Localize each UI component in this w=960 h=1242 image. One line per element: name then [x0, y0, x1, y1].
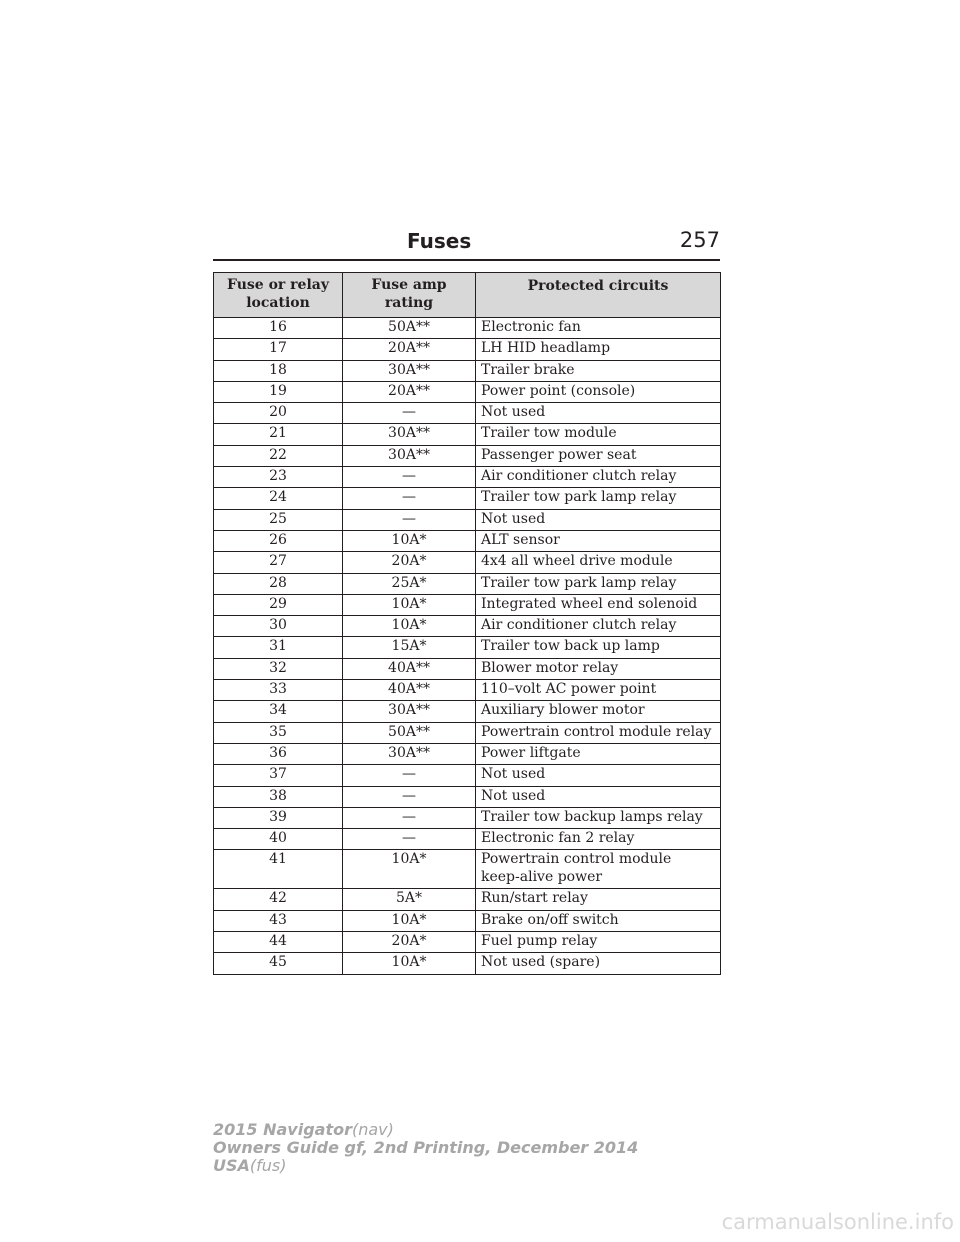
table-row	[214, 360, 721, 381]
header-protected-circuits: Protected circuits	[476, 273, 721, 318]
watermark-text: carmanualsonline.info	[721, 1210, 954, 1234]
fuse-location-cell: 32	[214, 658, 343, 679]
fuse-amp-cell: 50A**	[343, 318, 476, 339]
fuse-location-cell: 38	[214, 786, 343, 807]
fuse-location-cell: 41	[214, 850, 343, 889]
fuse-table-body	[214, 318, 721, 975]
fuse-location-cell: 35	[214, 722, 343, 743]
protected-circuit-cell: Integrated wheel end solenoid	[476, 594, 721, 615]
fuse-location-cell: 16	[214, 318, 343, 339]
protected-circuit-cell: Not used	[476, 765, 721, 786]
protected-circuit-cell: Trailer tow park lamp relay	[476, 488, 721, 509]
table-row	[214, 594, 721, 615]
fuse-amp-cell: 30A**	[343, 445, 476, 466]
protected-circuit-cell: Electronic fan	[476, 318, 721, 339]
table-row	[214, 932, 721, 953]
table-row	[214, 616, 721, 637]
fuse-amp-cell: 10A*	[343, 850, 476, 889]
fuse-amp-cell: 30A**	[343, 743, 476, 764]
protected-circuit-cell: Auxiliary blower motor	[476, 701, 721, 722]
fuse-location-cell: 28	[214, 573, 343, 594]
page-number: 257	[679, 228, 720, 252]
fuse-location-cell: 27	[214, 552, 343, 573]
fuse-location-cell: 21	[214, 424, 343, 445]
table-header-row	[214, 273, 721, 318]
fuse-amp-cell: 20A**	[343, 339, 476, 360]
fuse-location-cell: 33	[214, 680, 343, 701]
table-row	[214, 889, 721, 910]
protected-circuit-cell: 4x4 all wheel drive module	[476, 552, 721, 573]
footer-line-2: Owners Guide gf, 2nd Printing, December 2014	[213, 1138, 639, 1157]
footer-market-code: (fus)	[249, 1156, 287, 1175]
fuse-amp-cell: —	[343, 786, 476, 807]
table-row	[214, 530, 721, 551]
fuse-amp-cell: 40A**	[343, 680, 476, 701]
table-row	[214, 424, 721, 445]
table-row	[214, 850, 721, 889]
fuse-location-cell: 22	[214, 445, 343, 466]
fuse-location-cell: 18	[214, 360, 343, 381]
table-row	[214, 765, 721, 786]
circuit-line-2: keep-alive power	[481, 869, 603, 886]
table-row	[214, 722, 721, 743]
fuse-amp-cell: 15A*	[343, 637, 476, 658]
table-row	[214, 467, 721, 488]
fuse-amp-cell: —	[343, 467, 476, 488]
protected-circuit-cell: Run/start relay	[476, 889, 721, 910]
circuit-line-1: Powertrain control module	[481, 851, 672, 868]
page-header	[213, 225, 720, 261]
header-location	[214, 273, 343, 318]
protected-circuit-cell: Not used	[476, 786, 721, 807]
fuse-location-cell: 36	[214, 743, 343, 764]
table-row	[214, 658, 721, 679]
table-row	[214, 339, 721, 360]
fuse-amp-cell: 20A*	[343, 932, 476, 953]
fuse-table	[213, 272, 721, 975]
fuse-amp-cell: 5A*	[343, 889, 476, 910]
fuse-location-cell: 40	[214, 829, 343, 850]
protected-circuit-cell: Not used (spare)	[476, 953, 721, 974]
fuse-location-cell: 26	[214, 530, 343, 551]
fuse-amp-cell: —	[343, 807, 476, 828]
protected-circuit-cell: ALT sensor	[476, 530, 721, 551]
table-row	[214, 701, 721, 722]
fuse-location-cell: 25	[214, 509, 343, 530]
header-amp-rating	[343, 273, 476, 318]
header-location-line1: Fuse or relay	[227, 277, 329, 293]
table-row	[214, 573, 721, 594]
fuse-location-cell: 29	[214, 594, 343, 615]
fuse-location-cell: 44	[214, 932, 343, 953]
fuse-amp-cell: —	[343, 765, 476, 786]
footer-model: 2015 Navigator	[213, 1120, 352, 1139]
fuse-amp-cell: 10A*	[343, 953, 476, 974]
fuse-amp-cell: 10A*	[343, 910, 476, 931]
protected-circuit-cell: LH HID headlamp	[476, 339, 721, 360]
header-amp-line1: Fuse amp	[371, 277, 447, 293]
fuse-amp-cell: 20A**	[343, 381, 476, 402]
footer-line-3	[213, 1157, 638, 1175]
fuse-location-cell: 20	[214, 403, 343, 424]
table-row	[214, 637, 721, 658]
fuse-location-cell: 43	[214, 910, 343, 931]
fuse-amp-cell: 20A*	[343, 552, 476, 573]
table-row	[214, 829, 721, 850]
table-row	[214, 381, 721, 402]
protected-circuit-cell: 110–volt AC power point	[476, 680, 721, 701]
protected-circuit-cell: Fuel pump relay	[476, 932, 721, 953]
fuse-amp-cell: 50A**	[343, 722, 476, 743]
fuse-location-cell: 24	[214, 488, 343, 509]
protected-circuit-cell: Trailer tow park lamp relay	[476, 573, 721, 594]
table-row	[214, 953, 721, 974]
table-row	[214, 445, 721, 466]
fuse-amp-cell: 40A**	[343, 658, 476, 679]
table-row	[214, 488, 721, 509]
document-footer	[213, 1121, 638, 1175]
fuse-location-cell: 31	[214, 637, 343, 658]
fuse-location-cell: 45	[214, 953, 343, 974]
table-row	[214, 807, 721, 828]
header-location-line2: location	[246, 295, 310, 311]
protected-circuit-cell: Trailer tow module	[476, 424, 721, 445]
fuse-location-cell: 39	[214, 807, 343, 828]
table-row	[214, 403, 721, 424]
fuse-amp-cell: 30A**	[343, 701, 476, 722]
fuse-location-cell: 42	[214, 889, 343, 910]
footer-market: USA	[213, 1156, 250, 1175]
table-row	[214, 552, 721, 573]
fuse-amp-cell: 25A*	[343, 573, 476, 594]
fuse-location-cell: 37	[214, 765, 343, 786]
table-row	[214, 509, 721, 530]
protected-circuit-cell: Brake on/off switch	[476, 910, 721, 931]
fuse-amp-cell: —	[343, 403, 476, 424]
protected-circuit-cell: Trailer tow backup lamps relay	[476, 807, 721, 828]
fuse-location-cell: 19	[214, 381, 343, 402]
protected-circuit-cell: Blower motor relay	[476, 658, 721, 679]
fuse-location-cell: 30	[214, 616, 343, 637]
footer-line-1	[213, 1121, 638, 1139]
table-row	[214, 318, 721, 339]
fuse-amp-cell: 30A**	[343, 424, 476, 445]
fuse-location-cell: 34	[214, 701, 343, 722]
fuse-amp-cell: 30A**	[343, 360, 476, 381]
fuse-amp-cell: —	[343, 829, 476, 850]
table-row	[214, 680, 721, 701]
fuse-amp-cell: —	[343, 488, 476, 509]
protected-circuit-cell: Air conditioner clutch relay	[476, 616, 721, 637]
protected-circuit-cell: Air conditioner clutch relay	[476, 467, 721, 488]
fuse-amp-cell: 10A*	[343, 530, 476, 551]
protected-circuit-cell: Powertrain control module relay	[476, 722, 721, 743]
table-row	[214, 910, 721, 931]
protected-circuit-cell: Trailer brake	[476, 360, 721, 381]
header-amp-line2: rating	[384, 295, 434, 311]
fuse-amp-cell: 10A*	[343, 616, 476, 637]
fuse-amp-cell: 10A*	[343, 594, 476, 615]
fuse-location-cell: 17	[214, 339, 343, 360]
fuse-amp-cell: —	[343, 509, 476, 530]
protected-circuit-cell: Passenger power seat	[476, 445, 721, 466]
protected-circuit-cell: Electronic fan 2 relay	[476, 829, 721, 850]
table-row	[214, 743, 721, 764]
footer-model-code: (nav)	[351, 1120, 394, 1139]
table-row	[214, 786, 721, 807]
protected-circuit-cell: Not used	[476, 509, 721, 530]
protected-circuit-cell: Power liftgate	[476, 743, 721, 764]
fuse-location-cell: 23	[214, 467, 343, 488]
protected-circuit-cell	[476, 850, 721, 889]
protected-circuit-cell: Power point (console)	[476, 381, 721, 402]
protected-circuit-cell: Not used	[476, 403, 721, 424]
protected-circuit-cell: Trailer tow back up lamp	[476, 637, 721, 658]
section-title: Fuses	[407, 229, 472, 253]
